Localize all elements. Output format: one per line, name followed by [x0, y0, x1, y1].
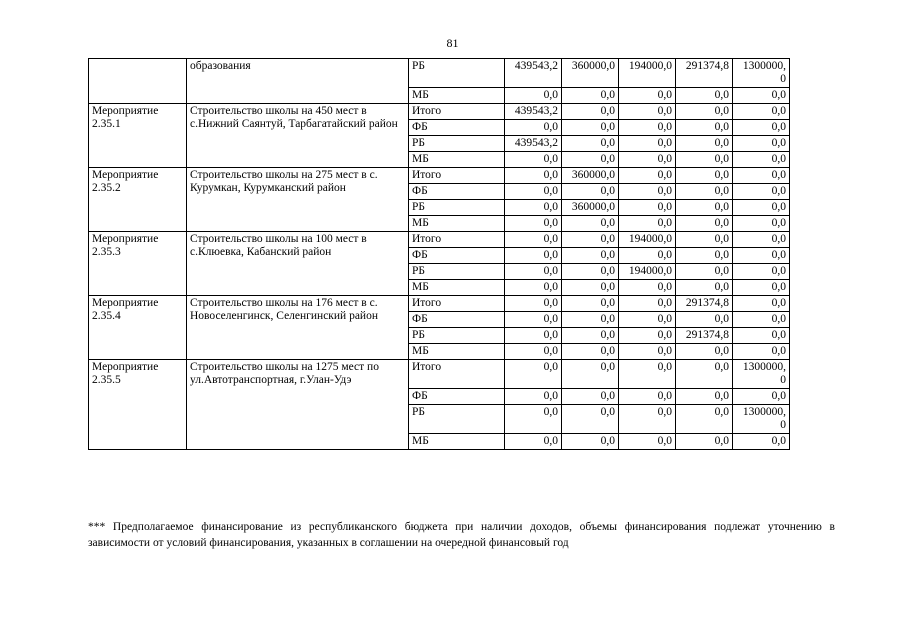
- table-row: [89, 168, 790, 184]
- amount-cell: 0,0: [733, 120, 790, 136]
- amount-cell: 0,0: [505, 360, 562, 389]
- funding-source: Итого: [409, 360, 505, 389]
- amount-cell: 0,0: [619, 360, 676, 389]
- amount-cell: 0,0: [733, 216, 790, 232]
- amount-cell: 0,0: [619, 152, 676, 168]
- table-row: [89, 232, 790, 248]
- amount-cell: 0,0: [619, 344, 676, 360]
- amount-cell: 0,0: [733, 184, 790, 200]
- amount-cell: 0,0: [505, 168, 562, 184]
- amount-cell: 0,0: [505, 200, 562, 216]
- amount-cell: 0,0: [562, 405, 619, 434]
- amount-cell: 0,0: [676, 312, 733, 328]
- amount-cell: 0,0: [562, 136, 619, 152]
- amount-cell: 0,0: [733, 264, 790, 280]
- amount-cell: 1300000, 0: [733, 59, 790, 88]
- amount-cell: 0,0: [562, 120, 619, 136]
- amount-cell: 0,0: [733, 328, 790, 344]
- amount-cell: 0,0: [619, 168, 676, 184]
- funding-source: Итого: [409, 296, 505, 312]
- amount-cell: 0,0: [733, 248, 790, 264]
- amount-cell: 0,0: [619, 328, 676, 344]
- measure-code: Мероприятие 2.35.5: [89, 360, 187, 450]
- amount-cell: 0,0: [676, 434, 733, 450]
- amount-cell: 0,0: [562, 434, 619, 450]
- funding-source: ФБ: [409, 389, 505, 405]
- amount-cell: 0,0: [619, 216, 676, 232]
- amount-cell: 0,0: [676, 389, 733, 405]
- funding-source: Итого: [409, 232, 505, 248]
- amount-cell: 0,0: [562, 360, 619, 389]
- amount-cell: 0,0: [733, 389, 790, 405]
- financing-table: [88, 58, 790, 450]
- amount-cell: 0,0: [676, 168, 733, 184]
- amount-cell: 0,0: [619, 389, 676, 405]
- page-number: 81: [446, 36, 459, 50]
- amount-cell: 0,0: [733, 434, 790, 450]
- measure-code: Мероприятие 2.35.2: [89, 168, 187, 232]
- funding-source: Итого: [409, 104, 505, 120]
- amount-cell: 0,0: [676, 104, 733, 120]
- amount-cell: 0,0: [505, 405, 562, 434]
- amount-cell: 0,0: [562, 232, 619, 248]
- amount-cell: 0,0: [562, 328, 619, 344]
- amount-cell: 0,0: [619, 200, 676, 216]
- amount-cell: 0,0: [733, 344, 790, 360]
- funding-source: МБ: [409, 216, 505, 232]
- funding-source: МБ: [409, 152, 505, 168]
- amount-cell: 0,0: [676, 120, 733, 136]
- funding-source: РБ: [409, 136, 505, 152]
- measure-code: Мероприятие 2.35.4: [89, 296, 187, 360]
- amount-cell: 0,0: [619, 296, 676, 312]
- amount-cell: 0,0: [562, 152, 619, 168]
- amount-cell: 0,0: [619, 405, 676, 434]
- amount-cell: 0,0: [505, 280, 562, 296]
- amount-cell: 0,0: [619, 184, 676, 200]
- amount-cell: 0,0: [619, 104, 676, 120]
- amount-cell: 0,0: [619, 88, 676, 104]
- measure-name: образования: [187, 59, 409, 104]
- amount-cell: 0,0: [505, 344, 562, 360]
- amount-cell: 1300000, 0: [733, 360, 790, 389]
- amount-cell: 0,0: [619, 280, 676, 296]
- amount-cell: 0,0: [676, 232, 733, 248]
- measure-code: [89, 59, 187, 104]
- amount-cell: 0,0: [733, 296, 790, 312]
- amount-cell: 0,0: [676, 248, 733, 264]
- amount-cell: 0,0: [562, 104, 619, 120]
- measure-code: Мероприятие 2.35.1: [89, 104, 187, 168]
- amount-cell: 0,0: [733, 104, 790, 120]
- amount-cell: 0,0: [676, 405, 733, 434]
- amount-cell: 0,0: [505, 296, 562, 312]
- amount-cell: 0,0: [676, 216, 733, 232]
- amount-cell: 0,0: [733, 200, 790, 216]
- amount-cell: 0,0: [505, 312, 562, 328]
- amount-cell: 0,0: [505, 389, 562, 405]
- amount-cell: 0,0: [562, 264, 619, 280]
- amount-cell: 194000,0: [619, 264, 676, 280]
- amount-cell: 0,0: [619, 136, 676, 152]
- amount-cell: 0,0: [505, 264, 562, 280]
- amount-cell: 0,0: [733, 168, 790, 184]
- table-row: [89, 360, 790, 389]
- funding-source: МБ: [409, 88, 505, 104]
- amount-cell: 0,0: [733, 280, 790, 296]
- funding-source: РБ: [409, 200, 505, 216]
- amount-cell: 0,0: [505, 232, 562, 248]
- amount-cell: 0,0: [676, 200, 733, 216]
- amount-cell: 0,0: [619, 248, 676, 264]
- measure-name: Строительство школы на 1275 мест по ул.Автотранспортная, г.Улан-Удэ: [187, 360, 409, 450]
- table-row: [89, 59, 790, 88]
- amount-cell: 0,0: [676, 344, 733, 360]
- amount-cell: 291374,8: [676, 296, 733, 312]
- measure-name: Строительство школы на 450 мест в с.Нижний Саянтуй, Тарбагатайский район: [187, 104, 409, 168]
- funding-source: ФБ: [409, 120, 505, 136]
- amount-cell: 0,0: [505, 88, 562, 104]
- table-row: [89, 296, 790, 312]
- amount-cell: 0,0: [505, 248, 562, 264]
- funding-source: РБ: [409, 405, 505, 434]
- amount-cell: 291374,8: [676, 328, 733, 344]
- amount-cell: 0,0: [562, 248, 619, 264]
- amount-cell: 0,0: [505, 434, 562, 450]
- amount-cell: 0,0: [505, 184, 562, 200]
- amount-cell: 0,0: [733, 136, 790, 152]
- amount-cell: 0,0: [619, 120, 676, 136]
- amount-cell: 439543,2: [505, 136, 562, 152]
- amount-cell: 0,0: [562, 296, 619, 312]
- footnote: *** Предполагаемое финансирование из республиканского бюджета при наличии доходов, объемы финансирования подлежат уточнению в зависимости от условий финансирования, указанных в соглашении на очередной финансовый год: [88, 521, 835, 549]
- amount-cell: 0,0: [676, 184, 733, 200]
- amount-cell: 0,0: [505, 328, 562, 344]
- amount-cell: 439543,2: [505, 59, 562, 88]
- amount-cell: 0,0: [676, 280, 733, 296]
- amount-cell: 194000,0: [619, 59, 676, 88]
- table-row: [89, 104, 790, 120]
- amount-cell: 360000,0: [562, 200, 619, 216]
- funding-source: ФБ: [409, 184, 505, 200]
- amount-cell: 0,0: [562, 216, 619, 232]
- measure-code: Мероприятие 2.35.3: [89, 232, 187, 296]
- funding-source: Итого: [409, 168, 505, 184]
- funding-source: ФБ: [409, 312, 505, 328]
- amount-cell: 0,0: [505, 120, 562, 136]
- amount-cell: 0,0: [505, 152, 562, 168]
- amount-cell: 0,0: [676, 264, 733, 280]
- amount-cell: 0,0: [562, 280, 619, 296]
- funding-source: РБ: [409, 264, 505, 280]
- amount-cell: 0,0: [562, 88, 619, 104]
- amount-cell: 360000,0: [562, 168, 619, 184]
- funding-source: РБ: [409, 59, 505, 88]
- amount-cell: 0,0: [562, 344, 619, 360]
- amount-cell: 0,0: [619, 434, 676, 450]
- amount-cell: 0,0: [676, 152, 733, 168]
- funding-source: РБ: [409, 328, 505, 344]
- amount-cell: 0,0: [505, 216, 562, 232]
- amount-cell: 291374,8: [676, 59, 733, 88]
- amount-cell: 194000,0: [619, 232, 676, 248]
- amount-cell: 0,0: [676, 136, 733, 152]
- funding-source: МБ: [409, 434, 505, 450]
- amount-cell: 0,0: [562, 184, 619, 200]
- amount-cell: 0,0: [619, 312, 676, 328]
- funding-source: МБ: [409, 280, 505, 296]
- amount-cell: 360000,0: [562, 59, 619, 88]
- amount-cell: 0,0: [733, 88, 790, 104]
- amount-cell: 1300000, 0: [733, 405, 790, 434]
- measure-name: Строительство школы на 100 мест в с.Клюевка, Кабанский район: [187, 232, 409, 296]
- amount-cell: 0,0: [676, 88, 733, 104]
- amount-cell: 0,0: [733, 312, 790, 328]
- amount-cell: 0,0: [562, 389, 619, 405]
- amount-cell: 0,0: [562, 312, 619, 328]
- amount-cell: 0,0: [733, 152, 790, 168]
- amount-cell: 0,0: [733, 232, 790, 248]
- measure-name: Строительство школы на 176 мест в с. Новоселенгинск, Селенгинский район: [187, 296, 409, 360]
- amount-cell: 0,0: [676, 360, 733, 389]
- amount-cell: 439543,2: [505, 104, 562, 120]
- funding-source: МБ: [409, 344, 505, 360]
- funding-source: ФБ: [409, 248, 505, 264]
- measure-name: Строительство школы на 275 мест в с. Курумкан, Курумканский район: [187, 168, 409, 232]
